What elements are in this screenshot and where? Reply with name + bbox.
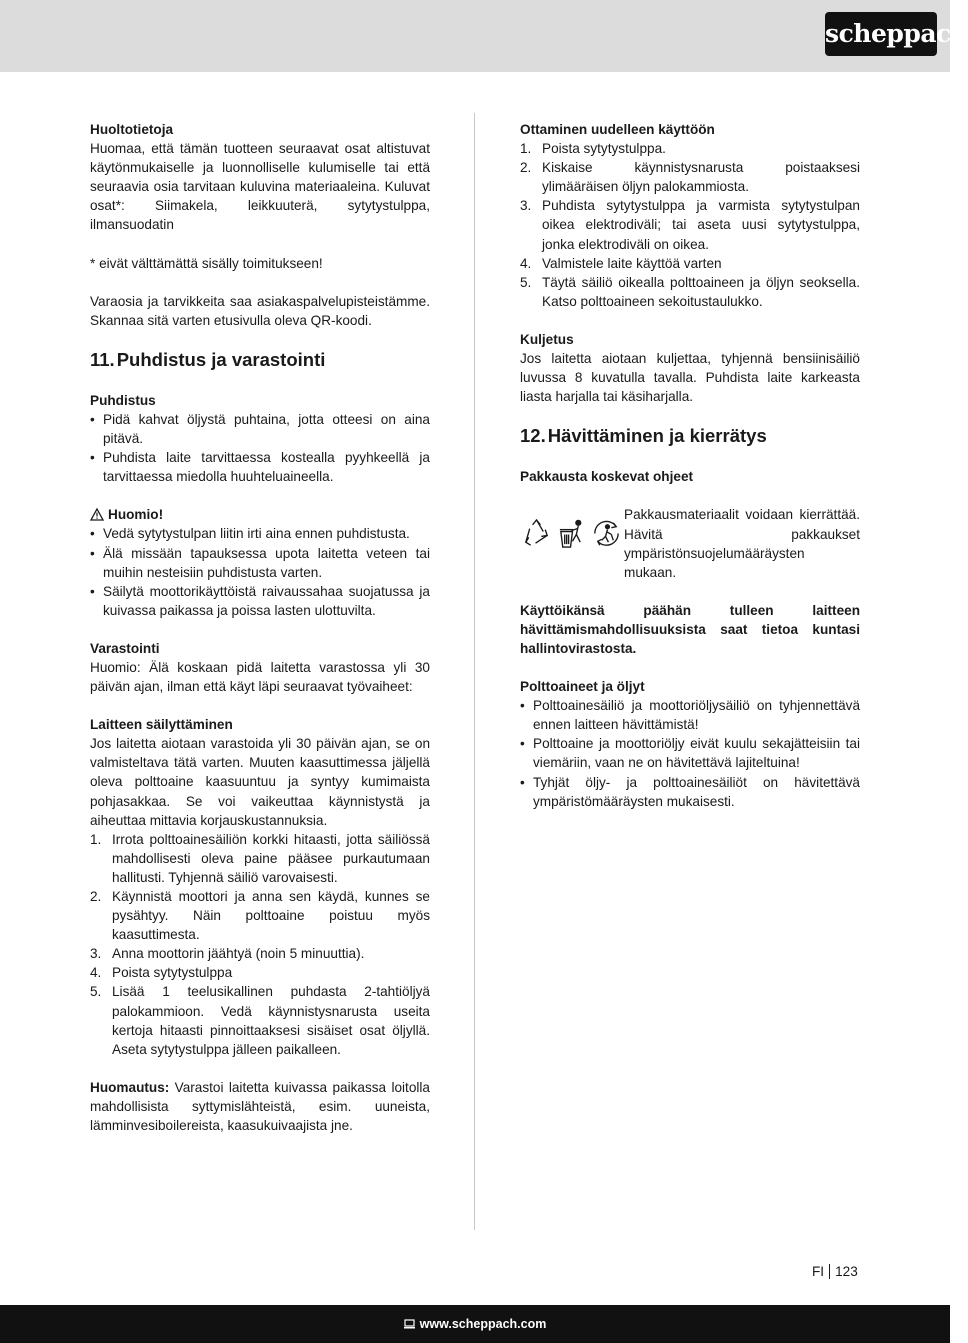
recycling-icons: [520, 517, 624, 581]
warning-heading: Huomio!: [90, 505, 430, 524]
maintenance-text: Huomaa, että tämän tuotteen seuraavat osat altistuvat käytönmukaiselle ja luonnolliselle kulumiselle tai että seuraavia osia tarvitaan kuluvina materiaaleina. Kuluvat osat*: Siimakela, leikkuuterä, sytytystulppa, ilmansuodatin: [90, 141, 430, 233]
list-item: 5. Lisää 1 teelusikallinen puhdasta 2-tahtiöljyä palokammioon. Vedä käynnistysnarusta useita kertoja hitaasti pinnoittaaksesi sisäiset osat öljyllä. Aseta sytytystulppa jälleen paikalleen.: [90, 984, 430, 1057]
recycle-icon: [520, 517, 553, 550]
section-title: Puhdistus ja varastointi: [116, 348, 326, 370]
list-item: 2. Kiskaise käynnistysnarusta poistaaksesi ylimääräisen öljyn palokammiosta.: [520, 160, 860, 195]
list-item: 1. Poista sytytystulppa.: [520, 141, 666, 157]
list-item: • Vedä sytytystulpan liitin irti aina ennen puhdistusta.: [90, 526, 410, 542]
reuse-heading: Ottaminen uudelleen käyttöön: [520, 122, 715, 137]
maintenance-heading: Huoltotietoja: [90, 122, 174, 137]
footer-bar: [0, 1305, 950, 1343]
disposal-info: Käyttöikänsä päähän tulleen laitteen hävittämismahdollisuuksista saat tietoa kuntasi hallintovirastosta.: [520, 602, 860, 656]
transport-heading: Kuljetus: [520, 331, 574, 347]
section-11-heading: [90, 349, 430, 371]
language-code: FI: [812, 1264, 825, 1279]
right-column: [520, 120, 860, 811]
list-item: • Älä missään tapauksessa upota laitetta veteen tai muihin nesteisiin puhdistusta varten.: [90, 545, 430, 580]
list-item: • Puhdista laite tarvittaessa kostealla pyyhkeellä ja tarvittaessa miedolla huuhteluaineella.: [90, 450, 430, 485]
keeping-heading: Laitteen säilyttäminen: [90, 717, 233, 733]
transport-text: Jos laitetta aiotaan kuljettaa, tyhjennä bensiinisäiliö luvussa 8 kuvatulla tavalla. Puhdista laite karkeasta liasta harjalla tai käsiharjalla.: [520, 351, 860, 405]
section-number: 12.: [520, 425, 546, 447]
fuel-heading: Polttoaineet ja öljyt: [520, 679, 645, 695]
cleaning-list: [90, 410, 430, 486]
section-title: Hävittäminen ja kierrätys: [547, 425, 767, 447]
keeping-text: Jos laitetta aiotaan varastoida yli 30 päivän ajan, se on valmisteltava tätä varten. Muuten kaasuttimessa jäljellä oleva polttoaine kaasuuntuu ja syntyy kumimaista pohjasakkaa. Se voi vaikeuttaa käynnistystä ja aiheuttaa mittavia korjauskustannuksia.: [90, 736, 430, 828]
warning-triangle-icon: [90, 508, 104, 521]
page-number: [812, 1264, 858, 1279]
list-item: 4. Valmistele laite käyttöä varten: [520, 255, 722, 271]
keeping-steps: [90, 830, 430, 1059]
section-12-heading: [520, 425, 860, 447]
column-divider: [474, 113, 475, 1230]
list-item: 2. Käynnistä moottori ja anna sen käydä, kunnes se pysähtyy. Näin polttoaine poistuu myös kaasuttimesta.: [90, 889, 430, 943]
reuse-steps: [520, 139, 860, 311]
scheppach-logo: [825, 12, 968, 56]
section-number: 11.: [90, 348, 115, 370]
website-link[interactable]: www.scheppach.com: [419, 1317, 547, 1331]
cleaning-heading: Puhdistus: [90, 392, 156, 408]
list-item: 4. Poista sytytystulppa: [90, 965, 233, 981]
list-item: • Pidä kahvat öljystä puhtaina, jotta otteesi on aina pitävä.: [90, 411, 430, 447]
storage-text: Huomio: Älä koskaan pidä laitetta varastossa yli 30 päivän ajan, ilman että käyt läpi seuraavat työvaiheet:: [90, 659, 430, 695]
list-item: 3. Puhdista sytytystulppa ja varmista sytytystulpan oikea elektrodiväli; tai aseta uusi sytytystulppa, jonka elektrodiväli on oikea.: [520, 198, 860, 252]
list-item: 1. Irrota polttoainesäiliön korkki hitaasti, jotta säiliössä mahdollisesti oleva paine pääsee purkautumaan hallitusti. Tyhjennä säiliö varovaisesti.: [90, 831, 430, 885]
separator: [829, 1264, 830, 1279]
list-item: 3. Anna moottorin jäähtyä (noin 5 minuuttia).: [90, 946, 365, 962]
storage-note: Huomautus: Varastoi laitetta kuivassa paikassa loitolla mahdollisista syttymislähteistä, esim. uuneista, lämminvesiboilereista, kaasukuivaajista jne.: [90, 1079, 430, 1134]
fuel-list: [520, 696, 860, 811]
packaging-heading: Pakkausta koskevat ohjeet: [520, 469, 694, 485]
left-column: [90, 120, 430, 1135]
list-item: • Polttoaine ja moottoriöljy eivät kuulu sekajätteisiin tai viemäriin, vaan ne on hävitettävä lajiteltuina!: [520, 736, 860, 771]
maintenance-note: * eivät välttämättä sisälly toimitukseen!: [90, 255, 323, 271]
logo-text: scheppach: [825, 19, 968, 48]
computer-icon: [404, 1319, 415, 1329]
warning-list: [90, 524, 430, 619]
storage-heading: Varastointi: [90, 640, 160, 656]
packaging-text: Pakkausmateriaalit voidaan kierrättää. Hävitä pakkaukset ympäristönsuojelumääräysten mukaan.: [624, 507, 860, 580]
header-bar: [0, 0, 968, 72]
page-num: 123: [835, 1264, 858, 1279]
list-item: 5. Täytä säiliö oikealla polttoaineen ja öljyn seoksella. Katso polttoaineen sekoitustaulukko.: [520, 274, 860, 309]
spare-parts-text: Varaosia ja tarvikkeita saa asiakaspalvelupisteistämme. Skannaa sitä varten etusivulla oleva QR-koodi.: [90, 293, 430, 328]
list-item: • Tyhjät öljy- ja polttoainesäiliöt on hävitettävä ympäristömääräysten mukaisesti.: [520, 774, 860, 809]
list-item: • Polttoainesäiliö ja moottoriöljysäiliö on tyhjennettävä ennen laitteen hävittämistä!: [520, 698, 860, 733]
list-item: • Säilytä moottorikäyttöistä raivaussahaa suojatussa ja kuivassa paikassa ja poissa lasten ulottuvilta.: [90, 583, 430, 618]
packaging-block: [520, 505, 860, 581]
trash-bin-icon: [555, 517, 588, 550]
recycle-person-icon: [590, 517, 623, 550]
